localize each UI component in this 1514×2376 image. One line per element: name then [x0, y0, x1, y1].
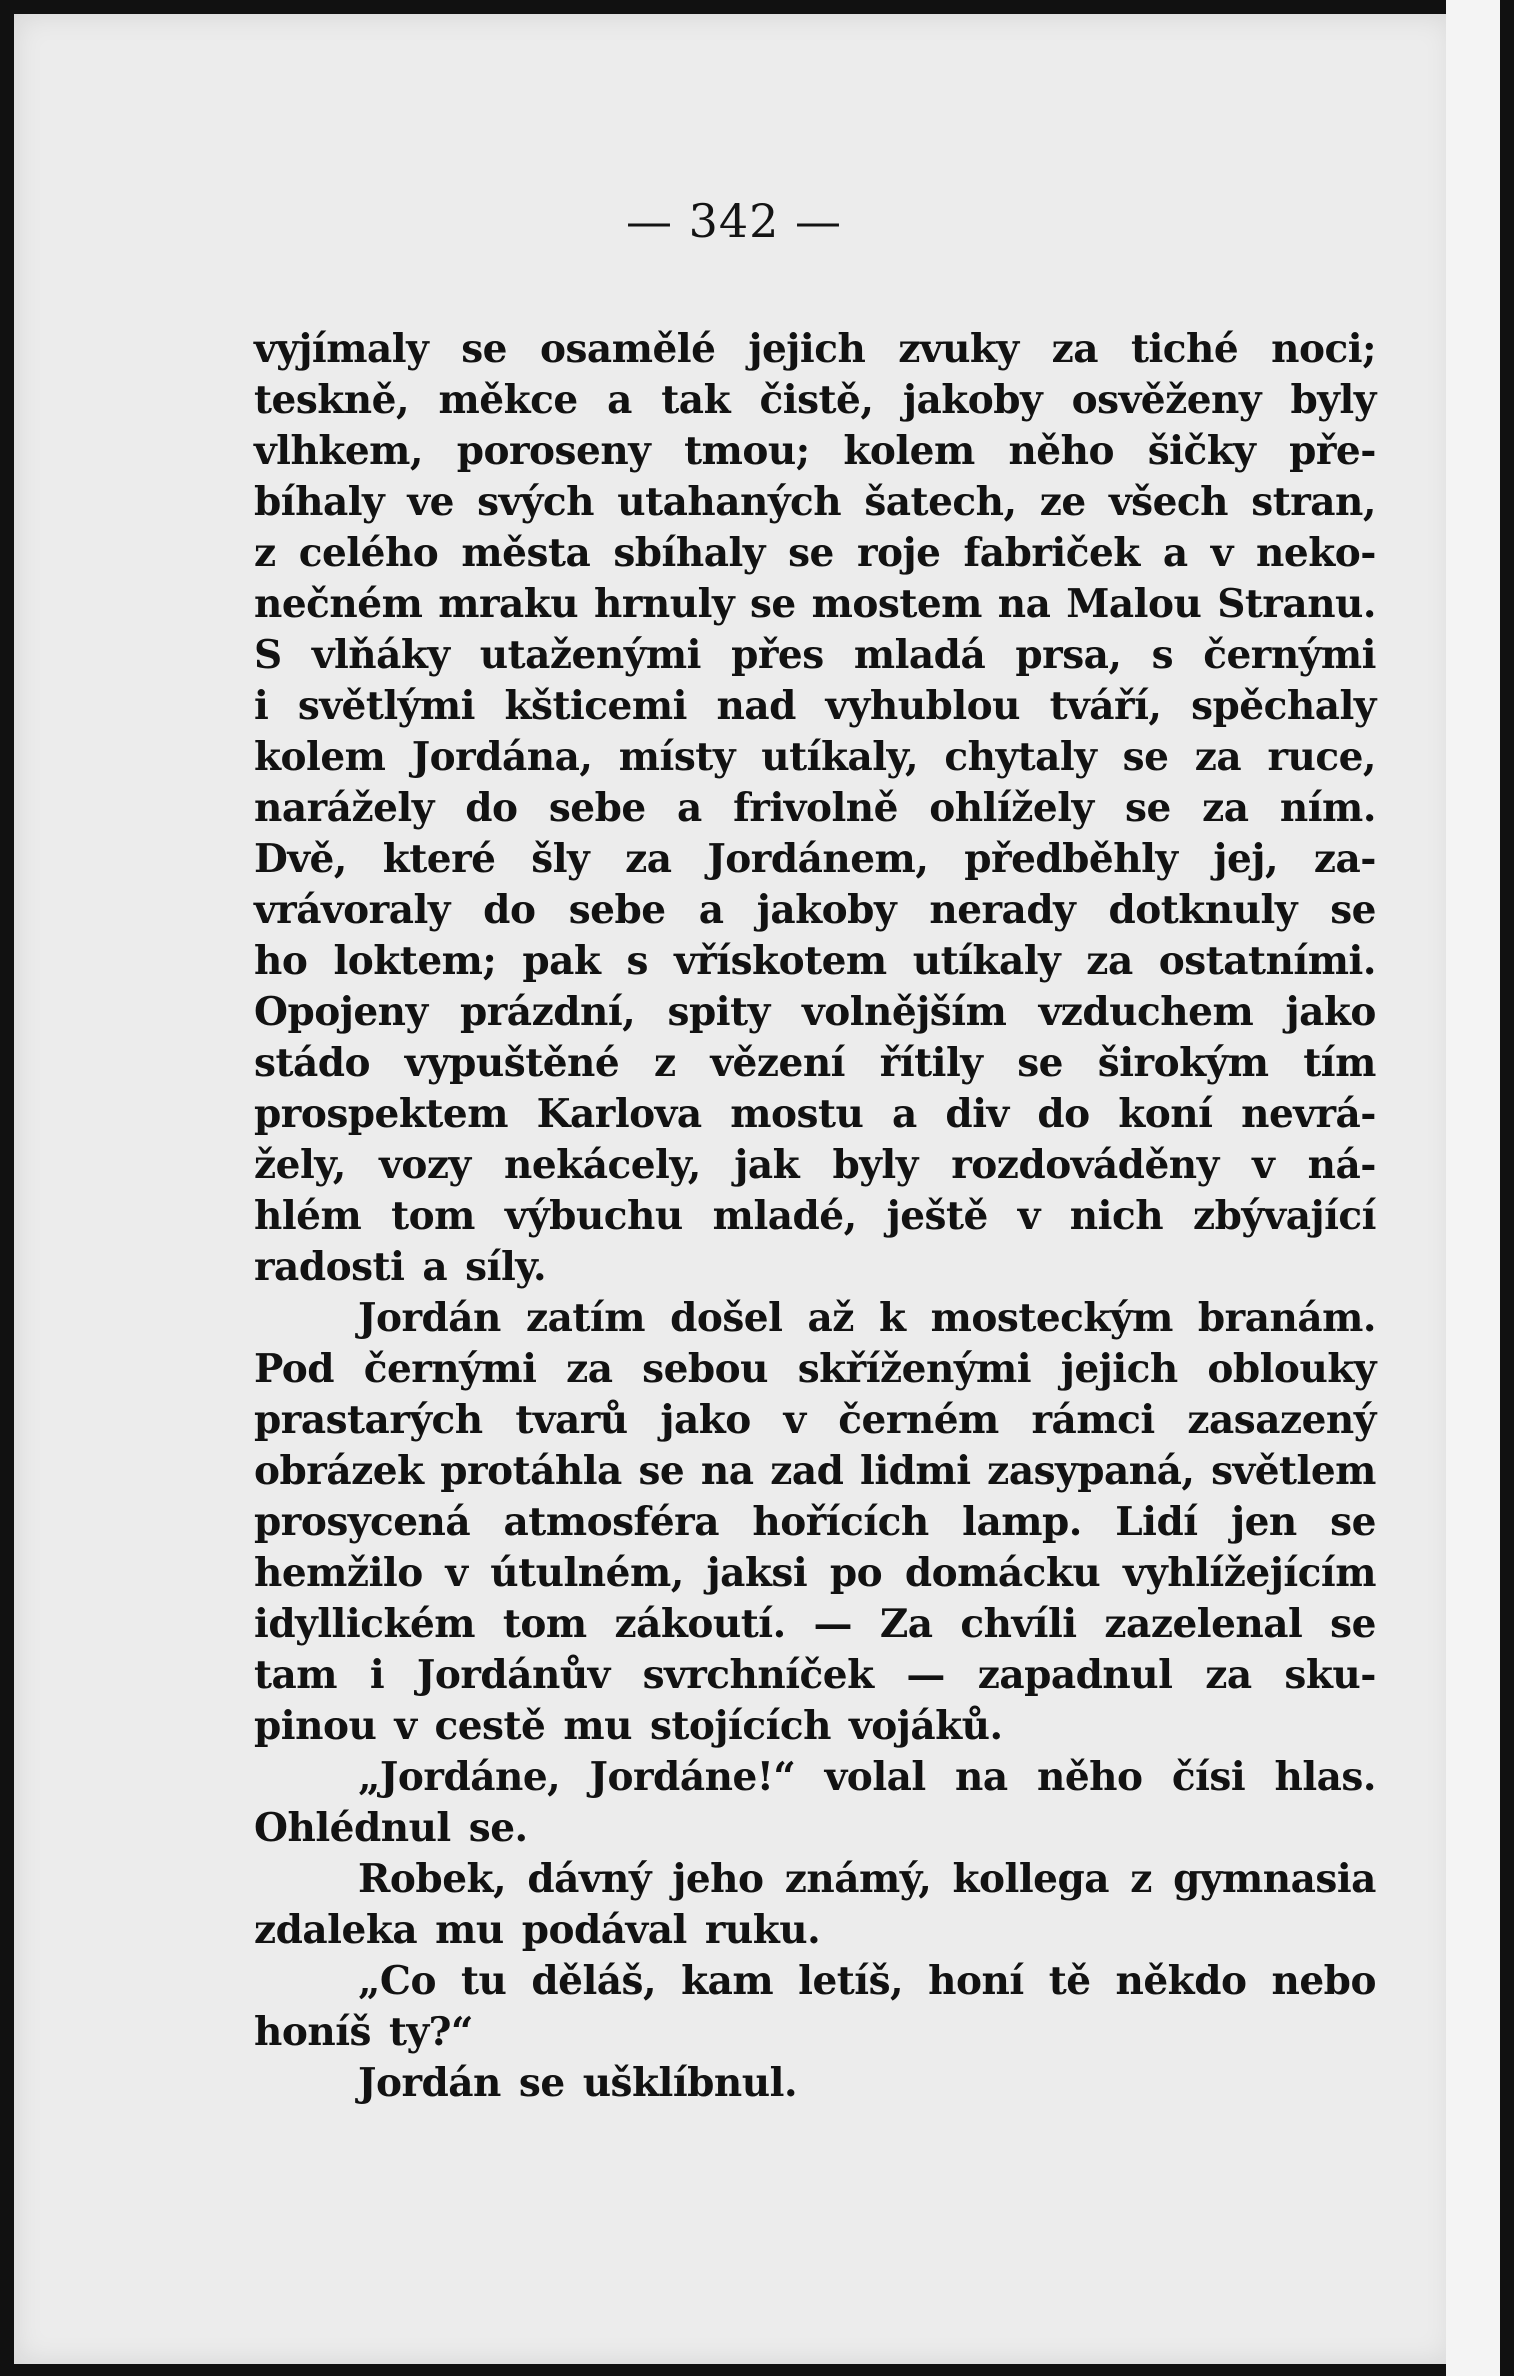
text-line: nečném mraku hrnuly se mostem na Malou Stranu.: [254, 581, 1376, 627]
book-page: [14, 14, 1454, 2364]
text-line: z celého města sbíhaly se roje fabriček a v neko-: [254, 530, 1376, 576]
text-line: teskně, měkce a tak čistě, jakoby osvěženy byly: [254, 377, 1376, 423]
text-line: honíš ty?“: [254, 2009, 473, 2055]
text-line: Ohlédnul se.: [254, 1805, 528, 1851]
text-line: bíhaly ve svých utahaných šatech, ze všech stran,: [254, 479, 1376, 525]
body-text: [254, 324, 1376, 2109]
text-line: zdaleka mu podával ruku.: [254, 1907, 821, 1953]
text-line: pinou v cestě mu stojících vojáků.: [254, 1703, 1003, 1749]
scan-margin: [1446, 0, 1500, 2376]
text-line: tam i Jordánův svrchníček — zapadnul za sku-: [254, 1652, 1376, 1698]
text-line: Pod černými za sebou skříženými jejich oblouky: [254, 1346, 1376, 1392]
text-line: i světlými kšticemi nad vyhublou tváří, spěchaly: [254, 683, 1376, 729]
text-line: vrávoraly do sebe a jakoby nerady dotknuly se: [254, 887, 1376, 933]
text-line: „Co tu děláš, kam letíš, honí tě někdo nebo: [358, 1958, 1376, 2004]
text-line: Jordán se ušklíbnul.: [358, 2060, 798, 2106]
text-line: obrázek protáhla se na zad lidmi zasypaná, světlem: [254, 1448, 1376, 1494]
text-line: vyjímaly se osamělé jejich zvuky za tiché noci;: [254, 326, 1376, 372]
text-line: Dvě, které šly za Jordánem, předběhly jej, za-: [254, 836, 1376, 882]
text-line: narážely do sebe a frivolně ohlížely se za ním.: [254, 785, 1376, 831]
text-line: prosycená atmosféra hořících lamp. Lidí jen se: [254, 1499, 1376, 1545]
text-line: prastarých tvarů jako v černém rámci zasazený: [254, 1397, 1376, 1443]
text-line: stádo vypuštěné z vězení řítily se širokým tím: [254, 1040, 1376, 1086]
text-line: Opojeny prázdní, spity volnějším vzduchem jako: [254, 989, 1376, 1035]
text-line: radosti a síly.: [254, 1244, 547, 1290]
page-number: — 342 —: [625, 194, 843, 248]
text-line: vlhkem, poroseny tmou; kolem něho šičky pře-: [254, 428, 1376, 474]
text-line: kolem Jordána, místy utíkaly, chytaly se za ruce,: [254, 734, 1376, 780]
text-line: prospektem Karlova mostu a div do koní nevrá-: [254, 1091, 1376, 1137]
text-line: Jordán zatím došel až k mosteckým branám.: [358, 1295, 1376, 1341]
text-line: hemžilo v útulném, jaksi po domácku vyhlížejícím: [254, 1550, 1376, 1596]
text-line: idyllickém tom zákoutí. — Za chvíli zazelenal se: [254, 1601, 1376, 1647]
text-line: ho loktem; pak s vřískotem utíkaly za ostatními.: [254, 938, 1376, 984]
text-line: S vlňáky utaženými přes mladá prsa, s černými: [254, 632, 1376, 678]
text-line: „Jordáne, Jordáne!“ volal na něho čísi hlas.: [358, 1754, 1376, 1800]
text-line: Robek, dávný jeho známý, kollega z gymnasia: [358, 1856, 1376, 1902]
text-line: hlém tom výbuchu mladé, ještě v nich zbývající: [254, 1193, 1376, 1239]
text-line: žely, vozy nekácely, jak byly rozdováděny v ná-: [254, 1142, 1376, 1188]
